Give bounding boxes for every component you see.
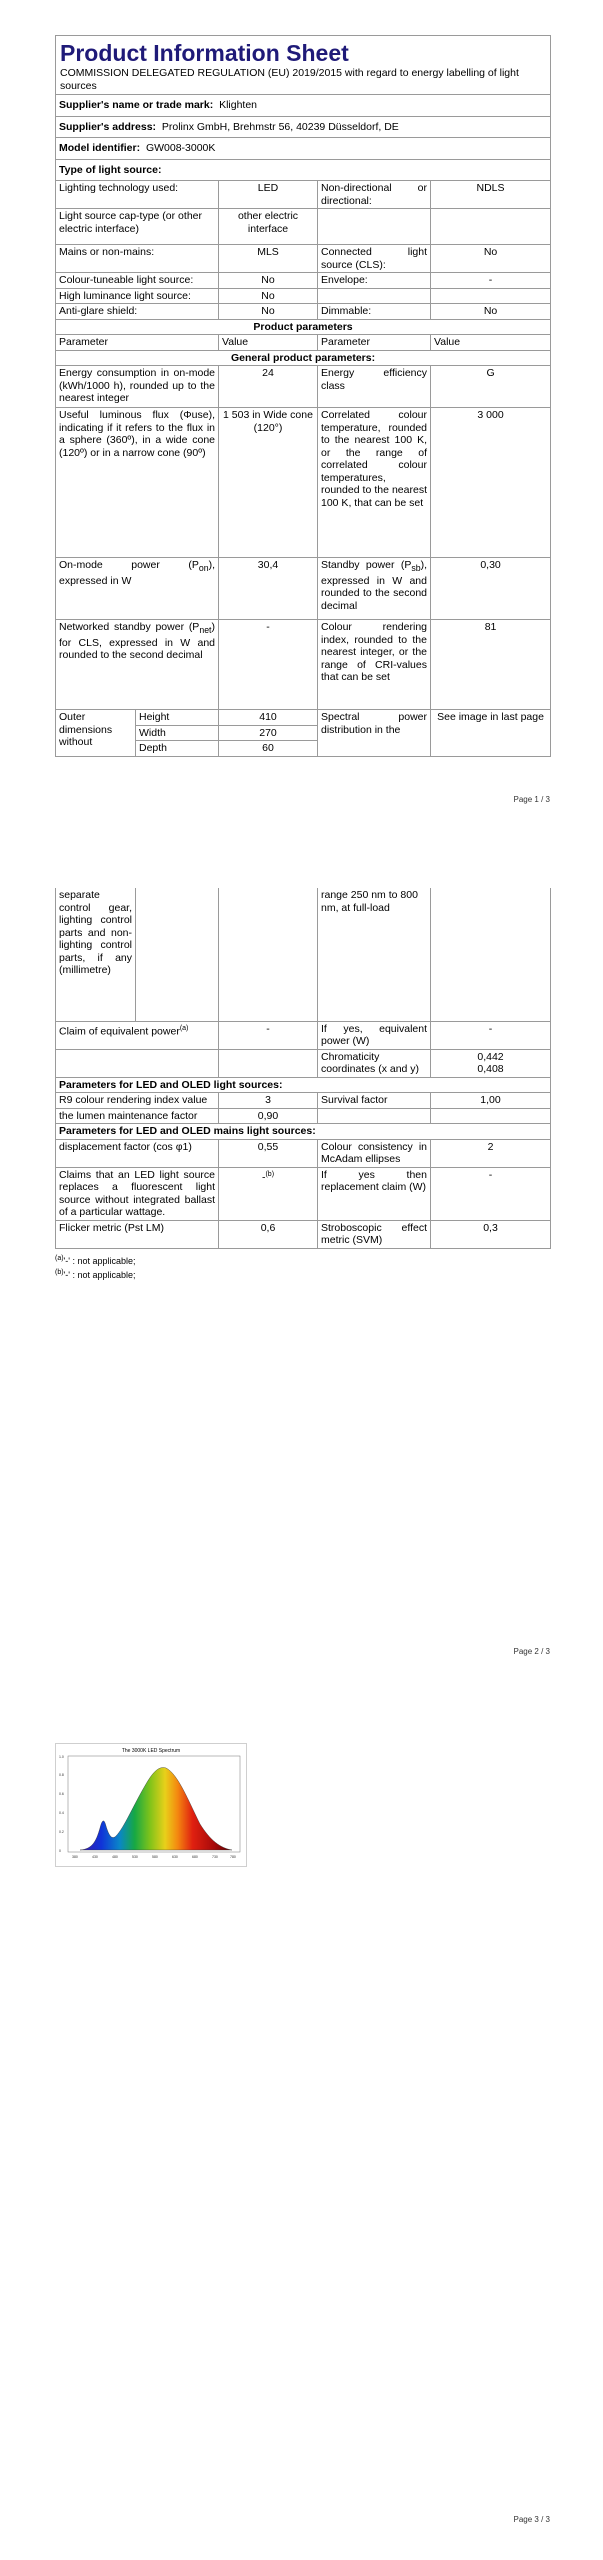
networked-standby-label: Networked standby power $(P_{net})$ for CLS, expressed in W and rounded to the second decimal [56,620,219,710]
model-identifier: GW008-3000K [145,142,216,154]
y-tick-0: 0 [59,1849,61,1853]
fluorescent-claim-label: Claims that an LED light source replaces a fluorescent light source without integrated ballast of a particular wattage. [56,1167,219,1220]
lumen-maintenance-value: 0,90 [219,1108,318,1124]
standby-power-label: Standby power $(P_{sb})$, expressed in W and rounded to the second decimal [318,558,431,620]
type-header: Type of light source: [56,159,551,181]
regulation-text: COMMISSION DELEGATED REGULATION (EU) 2019/2015 with regard to energy labelling of light sources [60,67,519,92]
dimmable-label: Dimmable: [318,304,431,320]
cct-label: Correlated colour temperature, rounded to the nearest 100 K, or the range of correlated colour temperatures, rounded to the nearest 100 K, that can be set [318,408,431,558]
x-tick-1: 430 [92,1855,98,1859]
sheet-title: Product Information Sheet [60,40,349,66]
x-tick-2: 480 [112,1855,118,1859]
supplier-address: Prolinx GmbH, Brehmstr 56, 40239 Düsseldorf, DE [161,120,399,133]
footnotes [55,1253,550,1281]
mains-value: MLS [219,245,318,273]
tuneable-value: No [219,273,318,289]
chromaticity-value: 0,442 0,408 [431,1049,551,1077]
antiglare-label: Anti-glare shield: [56,304,219,320]
model-label: Model identifier: [59,142,141,154]
tech-label: Lighting technology used: [56,181,219,209]
spectrum-chart [56,1744,246,1866]
y-tick-5: 1.0 [59,1755,64,1759]
footnote-b: $^{(b)}$'-' : not applicable; [55,1268,136,1280]
lumen-maintenance-label: the lumen maintenance factor [56,1108,219,1124]
survival-factor-value: 1,00 [431,1093,551,1109]
cap-label: Light source cap-type (or other electric interface) [56,209,219,245]
x-tick-0: 380 [72,1855,78,1859]
envelope-value: - [431,273,551,289]
spd-label: Spectral power distribution in the [318,710,431,757]
standby-power-value: 0,30 [431,558,551,620]
supplier-address-label: Supplier's address: [59,120,157,133]
chromaticity-label: Chromaticity coordinates (x and y) [318,1049,431,1077]
page-2-sheet [55,888,550,1281]
equivalent-power-claim-value: - [219,1021,318,1049]
x-tick-5: 630 [172,1855,178,1859]
high-luminance-label: High luminance light source: [56,288,219,304]
energy-consumption-label: Energy consumption in on-mode (kWh/1000 h), rounded up to the nearest integer [56,366,219,408]
height-value: 410 [219,710,318,726]
page-1-footer: Page 1 / 3 [513,795,550,804]
mains-parameters-header: Parameters for LED and OLED mains light sources: [56,1124,551,1140]
r9-label: R9 colour rendering index value [56,1093,219,1109]
tuneable-label: Colour-tuneable light source: [56,273,219,289]
efficiency-class-label: Energy efficiency class [318,366,431,408]
spectrum-image [55,1743,247,1867]
supplier-name-label: Supplier's name or trade mark: [59,99,214,111]
survival-factor-label: Survival factor [318,1093,431,1109]
equivalent-power-claim-label: Claim of equivalent power$^{(a)}$ [56,1021,219,1049]
dimmable-value: No [431,304,551,320]
mcadam-label: Colour consistency in McAdam ellipses [318,1139,431,1167]
on-mode-power-label: On-mode power $(P_{on})$, expressed in W [56,558,219,620]
displacement-factor-value: 0,55 [219,1139,318,1167]
width-label: Width [136,725,219,741]
svm-value: 0,3 [431,1220,551,1248]
y-tick-1: 0.2 [59,1830,64,1834]
replacement-claim-label: If yes then replacement claim (W) [318,1167,431,1220]
equivalent-power-value: - [431,1021,551,1049]
width-value: 270 [219,725,318,741]
tech-value: LED [219,181,318,209]
envelope-label: Envelope: [318,273,431,289]
y-tick-4: 0.8 [59,1773,64,1777]
product-parameters-header: Product parameters [56,319,551,335]
luminous-flux-value: 1 503 in Wide cone (120°) [219,408,318,558]
directional-value: NDLS [431,181,551,209]
antiglare-value: No [219,304,318,320]
directional-label: Non-directional or directional: [318,181,431,209]
outer-dimensions-label: Outer dimensions without [56,710,136,757]
col-header-value: Value [219,335,318,351]
equivalent-power-label: If yes, equivalent power (W) [318,1021,431,1049]
x-tick-8: 780 [230,1855,236,1859]
y-tick-2: 0.4 [59,1811,64,1815]
mcadam-value: 2 [431,1139,551,1167]
high-luminance-value: No [219,288,318,304]
height-label: Height [136,710,219,726]
luminous-flux-label: Useful luminous flux (Φuse), indicating if it refers to the flux in a sphere (360º), in a wide cone (120º) or in a narrow cone (90º) [56,408,219,558]
col-header-parameter-2: Parameter [318,335,431,351]
depth-label: Depth [136,741,219,757]
product-info-table-page-2 [55,888,551,1249]
cct-value: 3 000 [431,408,551,558]
x-tick-6: 680 [192,1855,198,1859]
led-parameters-header: Parameters for LED and OLED light sources: [56,1077,551,1093]
spd-value: See image in last page [431,710,551,757]
page-1-sheet [55,35,550,757]
networked-standby-value: - [219,620,318,710]
product-info-table-page-1 [55,35,551,757]
x-tick-4: 580 [152,1855,158,1859]
col-header-value-2: Value [431,335,551,351]
x-tick-7: 730 [212,1855,218,1859]
replacement-claim-value: - [431,1167,551,1220]
spectrum-title: The 3000K LED Spectrum [121,1748,181,1754]
fluorescent-claim-value: -$^{(b)}$ [219,1167,318,1220]
mains-label: Mains or non-mains: [56,245,219,273]
supplier-name: Klighten [219,99,258,111]
cls-label: Connected light source (CLS): [318,245,431,273]
footnote-a: $^{(a)}$'-' : not applicable; [55,1254,136,1266]
x-tick-3: 530 [132,1855,138,1859]
r9-value: 3 [219,1093,318,1109]
general-parameters-header: General product parameters: [56,350,551,366]
cls-value: No [431,245,551,273]
depth-value: 60 [219,741,318,757]
on-mode-power-value: 30,4 [219,558,318,620]
page-3-footer: Page 3 / 3 [513,2515,550,2524]
y-tick-3: 0.6 [59,1792,64,1796]
cri-label: Colour rendering index, rounded to the nearest integer, or the range of CRI-values that can be set [318,620,431,710]
displacement-factor-label: displacement factor (cos φ1) [56,1139,219,1167]
spd-label-cont: range 250 nm to 800 nm, at full-load [318,888,431,1021]
flicker-label: Flicker metric (Pst LM) [56,1220,219,1248]
energy-consumption-value: 24 [219,366,318,408]
cap-value: other electric interface [219,209,318,245]
svm-label: Stroboscopic effect metric (SVM) [318,1220,431,1248]
flicker-value: 0,6 [219,1220,318,1248]
cri-value: 81 [431,620,551,710]
efficiency-class-value: G [431,366,551,408]
col-header-parameter: Parameter [56,335,219,351]
outer-dimensions-label-cont: separate control gear, lighting control parts and non-lighting control parts, if any (millimetre) [56,888,136,1021]
page-2-footer: Page 2 / 3 [513,1647,550,1656]
